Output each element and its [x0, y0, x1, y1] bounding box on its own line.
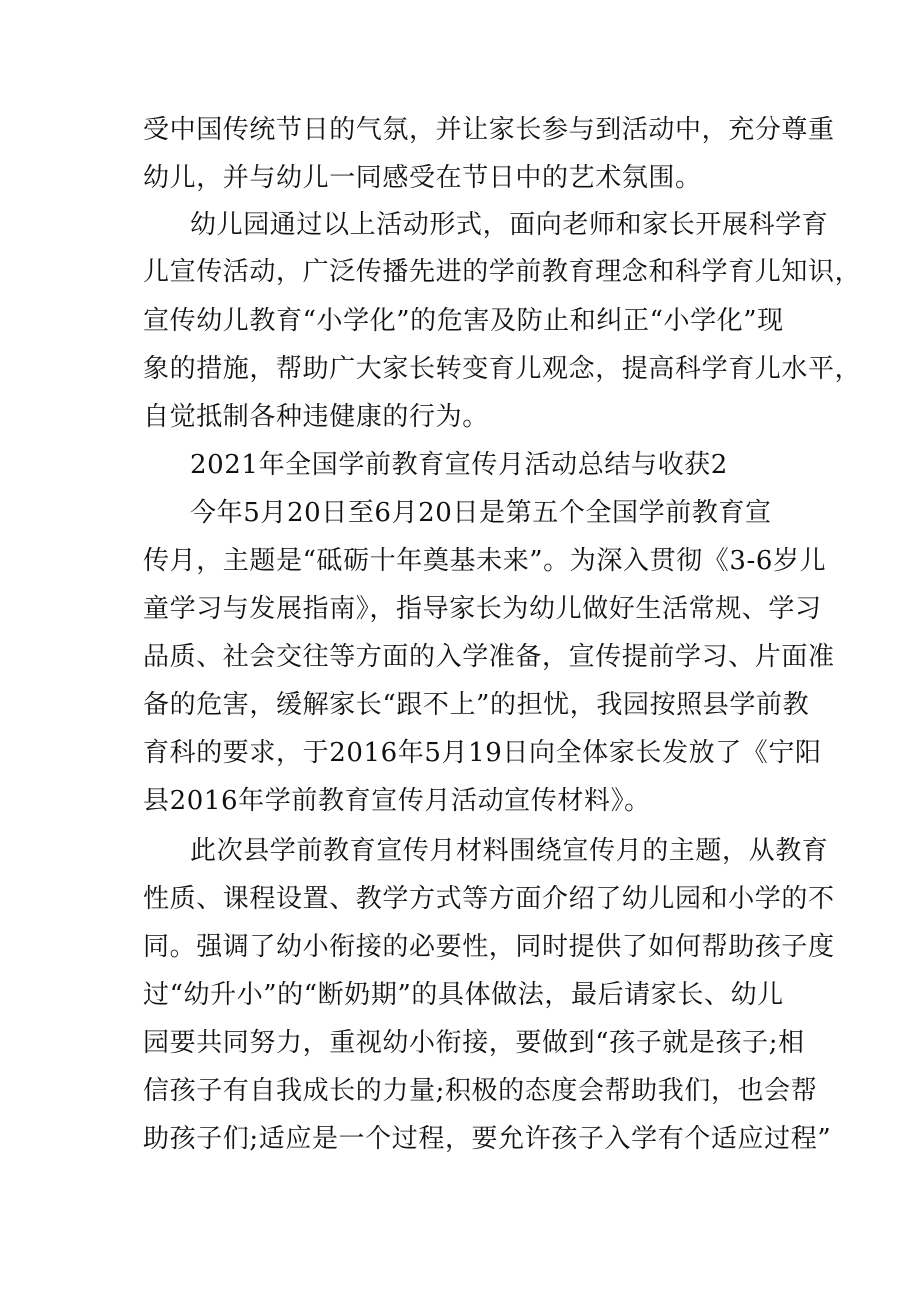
text-line: 宣传幼儿教育“小学化”的危害及防止和纠正“小学化”现	[143, 306, 784, 336]
text-line: 过“幼升小”的“断奶期”的具体做法，最后请家长、幼儿	[143, 980, 784, 1010]
text-line: 幼儿园通过以上活动形式，面向老师和家长开展科学育	[190, 210, 829, 240]
section-heading: 2021年全国学前教育宣传月活动总结与收获2	[190, 450, 728, 480]
text-line: 幼儿，并与幼儿一同感受在节日中的艺术氛围。	[143, 163, 702, 193]
text-line: 此次县学前教育宣传月材料围绕宣传月的主题，从教育	[190, 836, 829, 866]
text-line: 传月，主题是“砥砺十年奠基未来”。为深入贯彻《3-6岁儿	[143, 546, 827, 576]
text-line: 儿宣传活动，广泛传播先进的学前教育理念和科学育儿知识，	[143, 257, 862, 287]
text-line: 受中国传统节日的气氛，并让家长参与到活动中，充分尊重	[143, 115, 835, 145]
text-line: 自觉抵制各种违健康的行为。	[143, 402, 489, 432]
text-line: 县2016年学前教育宣传月活动宣传材料》。	[143, 786, 651, 816]
text-line: 备的危害，缓解家长“跟不上”的担忧，我园按照县学前教	[143, 690, 810, 720]
text-line: 园要共同努力，重视幼小衔接，要做到“孩子就是孩子;相	[143, 1028, 805, 1058]
text-line: 性质、课程设置、教学方式等方面介绍了幼儿园和小学的不	[143, 884, 835, 914]
text-line: 品质、社会交往等方面的入学准备，宣传提前学习、片面准	[143, 642, 835, 672]
text-line: 信孩子有自我成长的力量;积极的态度会帮助我们，也会帮	[143, 1076, 818, 1106]
text-line: 同。强调了幼小衔接的必要性，同时提供了如何帮助孩子度	[143, 932, 835, 962]
text-line: 助孩子们;适应是一个过程，要允许孩子入学有个适应过程”	[143, 1124, 832, 1154]
text-line: 今年5月20日至6月20日是第五个全国学前教育宣	[190, 498, 772, 528]
text-line: 育科的要求，于2016年5月19日向全体家长发放了《宁阳	[143, 738, 822, 768]
text-line: 童学习与发展指南》，指导家长为幼儿做好生活常规、学习	[143, 594, 822, 624]
text-line: 象的措施，帮助广大家长转变育儿观念，提高科学育儿水平，	[143, 354, 862, 384]
